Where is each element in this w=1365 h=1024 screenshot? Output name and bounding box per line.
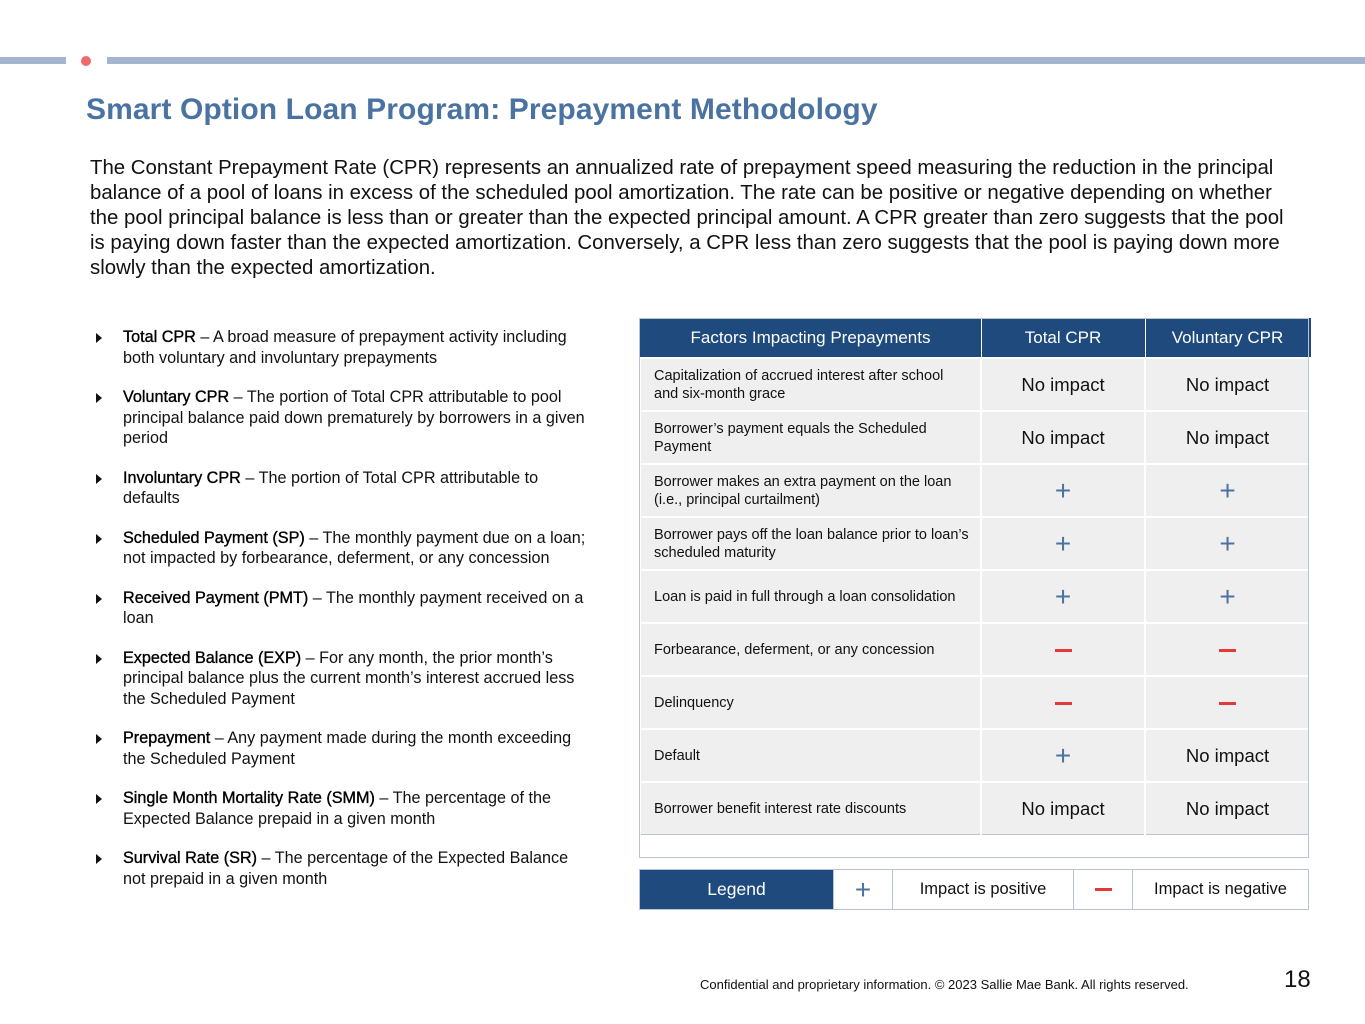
- factors-table: [639, 318, 1311, 835]
- definition-term: Scheduled Payment (SP): [123, 528, 305, 547]
- cell-total-cpr: No impact: [981, 411, 1145, 464]
- definition-term: Prepayment: [123, 729, 211, 747]
- header-rule-right: [107, 57, 1365, 64]
- table-row: [640, 411, 1310, 464]
- cell-total-cpr-plus-icon: +: [981, 570, 1145, 623]
- cell-total-cpr-minus-icon: [981, 676, 1145, 729]
- table-row: [640, 623, 1310, 676]
- definition-text: – The percentage of the Expected Balance prepaid in a given month: [123, 789, 551, 828]
- header-rule-left: [0, 57, 66, 64]
- definition-text: – Any payment made during the month exceeding the Scheduled Payment: [123, 729, 572, 768]
- cell-total-cpr: No impact: [981, 782, 1145, 835]
- cell-voluntary-cpr-plus-icon: +: [1145, 570, 1310, 623]
- definition-item: [94, 848, 594, 889]
- cell-factor: Capitalization of accrued interest after school and six-month grace: [640, 358, 981, 411]
- definition-item: [94, 648, 594, 710]
- legend-positive-label: Impact is positive: [892, 870, 1073, 909]
- cell-total-cpr-plus-icon: +: [981, 517, 1145, 570]
- column-header: Total CPR: [981, 319, 1145, 359]
- cell-factor: Loan is paid in full through a loan consolidation: [640, 570, 981, 623]
- cell-voluntary-cpr-minus-icon: [1145, 623, 1310, 676]
- cell-factor: Borrower benefit interest rate discounts: [640, 782, 981, 835]
- definition-text: – The percentage of the Expected Balance not prepaid in a given month: [123, 849, 569, 888]
- table-row: [640, 517, 1310, 570]
- definitions-list: [94, 327, 594, 889]
- cell-factor: Borrower’s payment equals the Scheduled Payment: [640, 411, 981, 464]
- cell-total-cpr: No impact: [981, 358, 1145, 411]
- cell-factor: Default: [640, 729, 981, 782]
- legend-title: Legend: [640, 870, 833, 909]
- bullet-arrow-icon: [96, 474, 102, 484]
- footer-copyright: Confidential and proprietary information. © 2023 Sallie Mae Bank. All rights reserved.: [700, 977, 1189, 992]
- table-row: [640, 729, 1310, 782]
- definition-item: [94, 788, 594, 829]
- cell-voluntary-cpr-minus-icon: [1145, 676, 1310, 729]
- cell-voluntary-cpr: No impact: [1145, 411, 1310, 464]
- bullet-arrow-icon: [96, 794, 102, 804]
- definition-item: [94, 387, 594, 449]
- bullet-arrow-icon: [96, 534, 102, 544]
- cell-total-cpr-plus-icon: +: [981, 464, 1145, 517]
- definition-term: Single Month Mortality Rate (SMM): [123, 789, 375, 807]
- bullet-arrow-icon: [96, 594, 102, 604]
- cell-factor: Borrower pays off the loan balance prior to loan’s scheduled maturity: [640, 517, 981, 570]
- cell-total-cpr-plus-icon: +: [981, 729, 1145, 782]
- bullet-arrow-icon: [96, 333, 102, 343]
- bullet-arrow-icon: [96, 654, 102, 664]
- definition-text: – The monthly payment received on a loan: [123, 588, 584, 627]
- table-row: [640, 676, 1310, 729]
- legend-negative-label: Impact is negative: [1132, 870, 1308, 909]
- table-row: [640, 358, 1310, 411]
- definition-term: Survival Rate (SR): [123, 849, 258, 867]
- cell-factor: Forbearance, deferment, or any concession: [640, 623, 981, 676]
- intro-paragraph: The Constant Prepayment Rate (CPR) represents an annualized rate of prepayment speed measuring the reduction in the principal balance of a pool of loans in excess of the scheduled pool amortization. The rate can be positive or negative depending on whether the pool principal balance is less than or greater than the expected principal amount. A CPR greater than zero suggests that the pool is paying down faster than the expected amortization. Conversely, a CPR less than zero suggests that the pool is paying down more slowly than the expected amortization.: [90, 157, 1284, 279]
- table-row: [640, 464, 1310, 517]
- definition-text: – The portion of Total CPR attributable to pool principal balance paid down prematurely by borrowers in a given period: [123, 388, 585, 447]
- cell-voluntary-cpr: No impact: [1145, 358, 1310, 411]
- table-row: [640, 570, 1310, 623]
- bullet-arrow-icon: [96, 854, 102, 864]
- definition-text: – A broad measure of prepayment activity including both voluntary and involuntary prepayments: [123, 328, 567, 367]
- definition-term: Total CPR: [123, 328, 196, 346]
- cell-voluntary-cpr-plus-icon: +: [1145, 464, 1310, 517]
- definition-text: – The monthly payment due on a loan; not impacted by forbearance, deferment, or any concession: [123, 528, 586, 567]
- definition-text: – For any month, the prior month’s principal balance plus the current month’s interest accrued less the Scheduled Payment: [123, 648, 575, 708]
- cell-total-cpr-minus-icon: [981, 623, 1145, 676]
- cell-factor: Borrower makes an extra payment on the loan (i.e., principal curtailment): [640, 464, 981, 517]
- table-row: [640, 782, 1310, 835]
- definition-item: [94, 327, 594, 368]
- definition-term: Voluntary CPR: [123, 388, 230, 406]
- plus-icon: [833, 870, 892, 909]
- table-header-row: [640, 319, 1310, 359]
- bullet-arrow-icon: [96, 393, 102, 403]
- definition-item: [94, 468, 594, 509]
- legend: [639, 869, 1309, 910]
- minus-icon: [1073, 870, 1132, 909]
- cell-voluntary-cpr: No impact: [1145, 729, 1310, 782]
- legend-positive-symbol: +: [854, 873, 872, 905]
- bullet-arrow-icon: [96, 734, 102, 744]
- definition-item: [94, 528, 594, 569]
- column-header: Factors Impacting Prepayments: [640, 319, 981, 359]
- cell-voluntary-cpr-plus-icon: +: [1145, 517, 1310, 570]
- definition-term: Received Payment (PMT): [123, 588, 309, 607]
- legend-negative-symbol: [1095, 888, 1112, 891]
- definition-text: – The portion of Total CPR attributable to defaults: [123, 468, 539, 507]
- definition-term: Expected Balance (EXP): [123, 648, 302, 667]
- page-number: 18: [1284, 966, 1311, 993]
- page-title: Smart Option Loan Program: Prepayment Methodology: [86, 93, 878, 126]
- header-dot: [81, 56, 91, 66]
- cell-voluntary-cpr: No impact: [1145, 782, 1310, 835]
- definition-item: [94, 588, 594, 629]
- column-header: Voluntary CPR: [1145, 319, 1310, 359]
- definition-term: Involuntary CPR: [123, 468, 241, 487]
- cell-factor: Delinquency: [640, 676, 981, 729]
- definition-item: [94, 728, 594, 769]
